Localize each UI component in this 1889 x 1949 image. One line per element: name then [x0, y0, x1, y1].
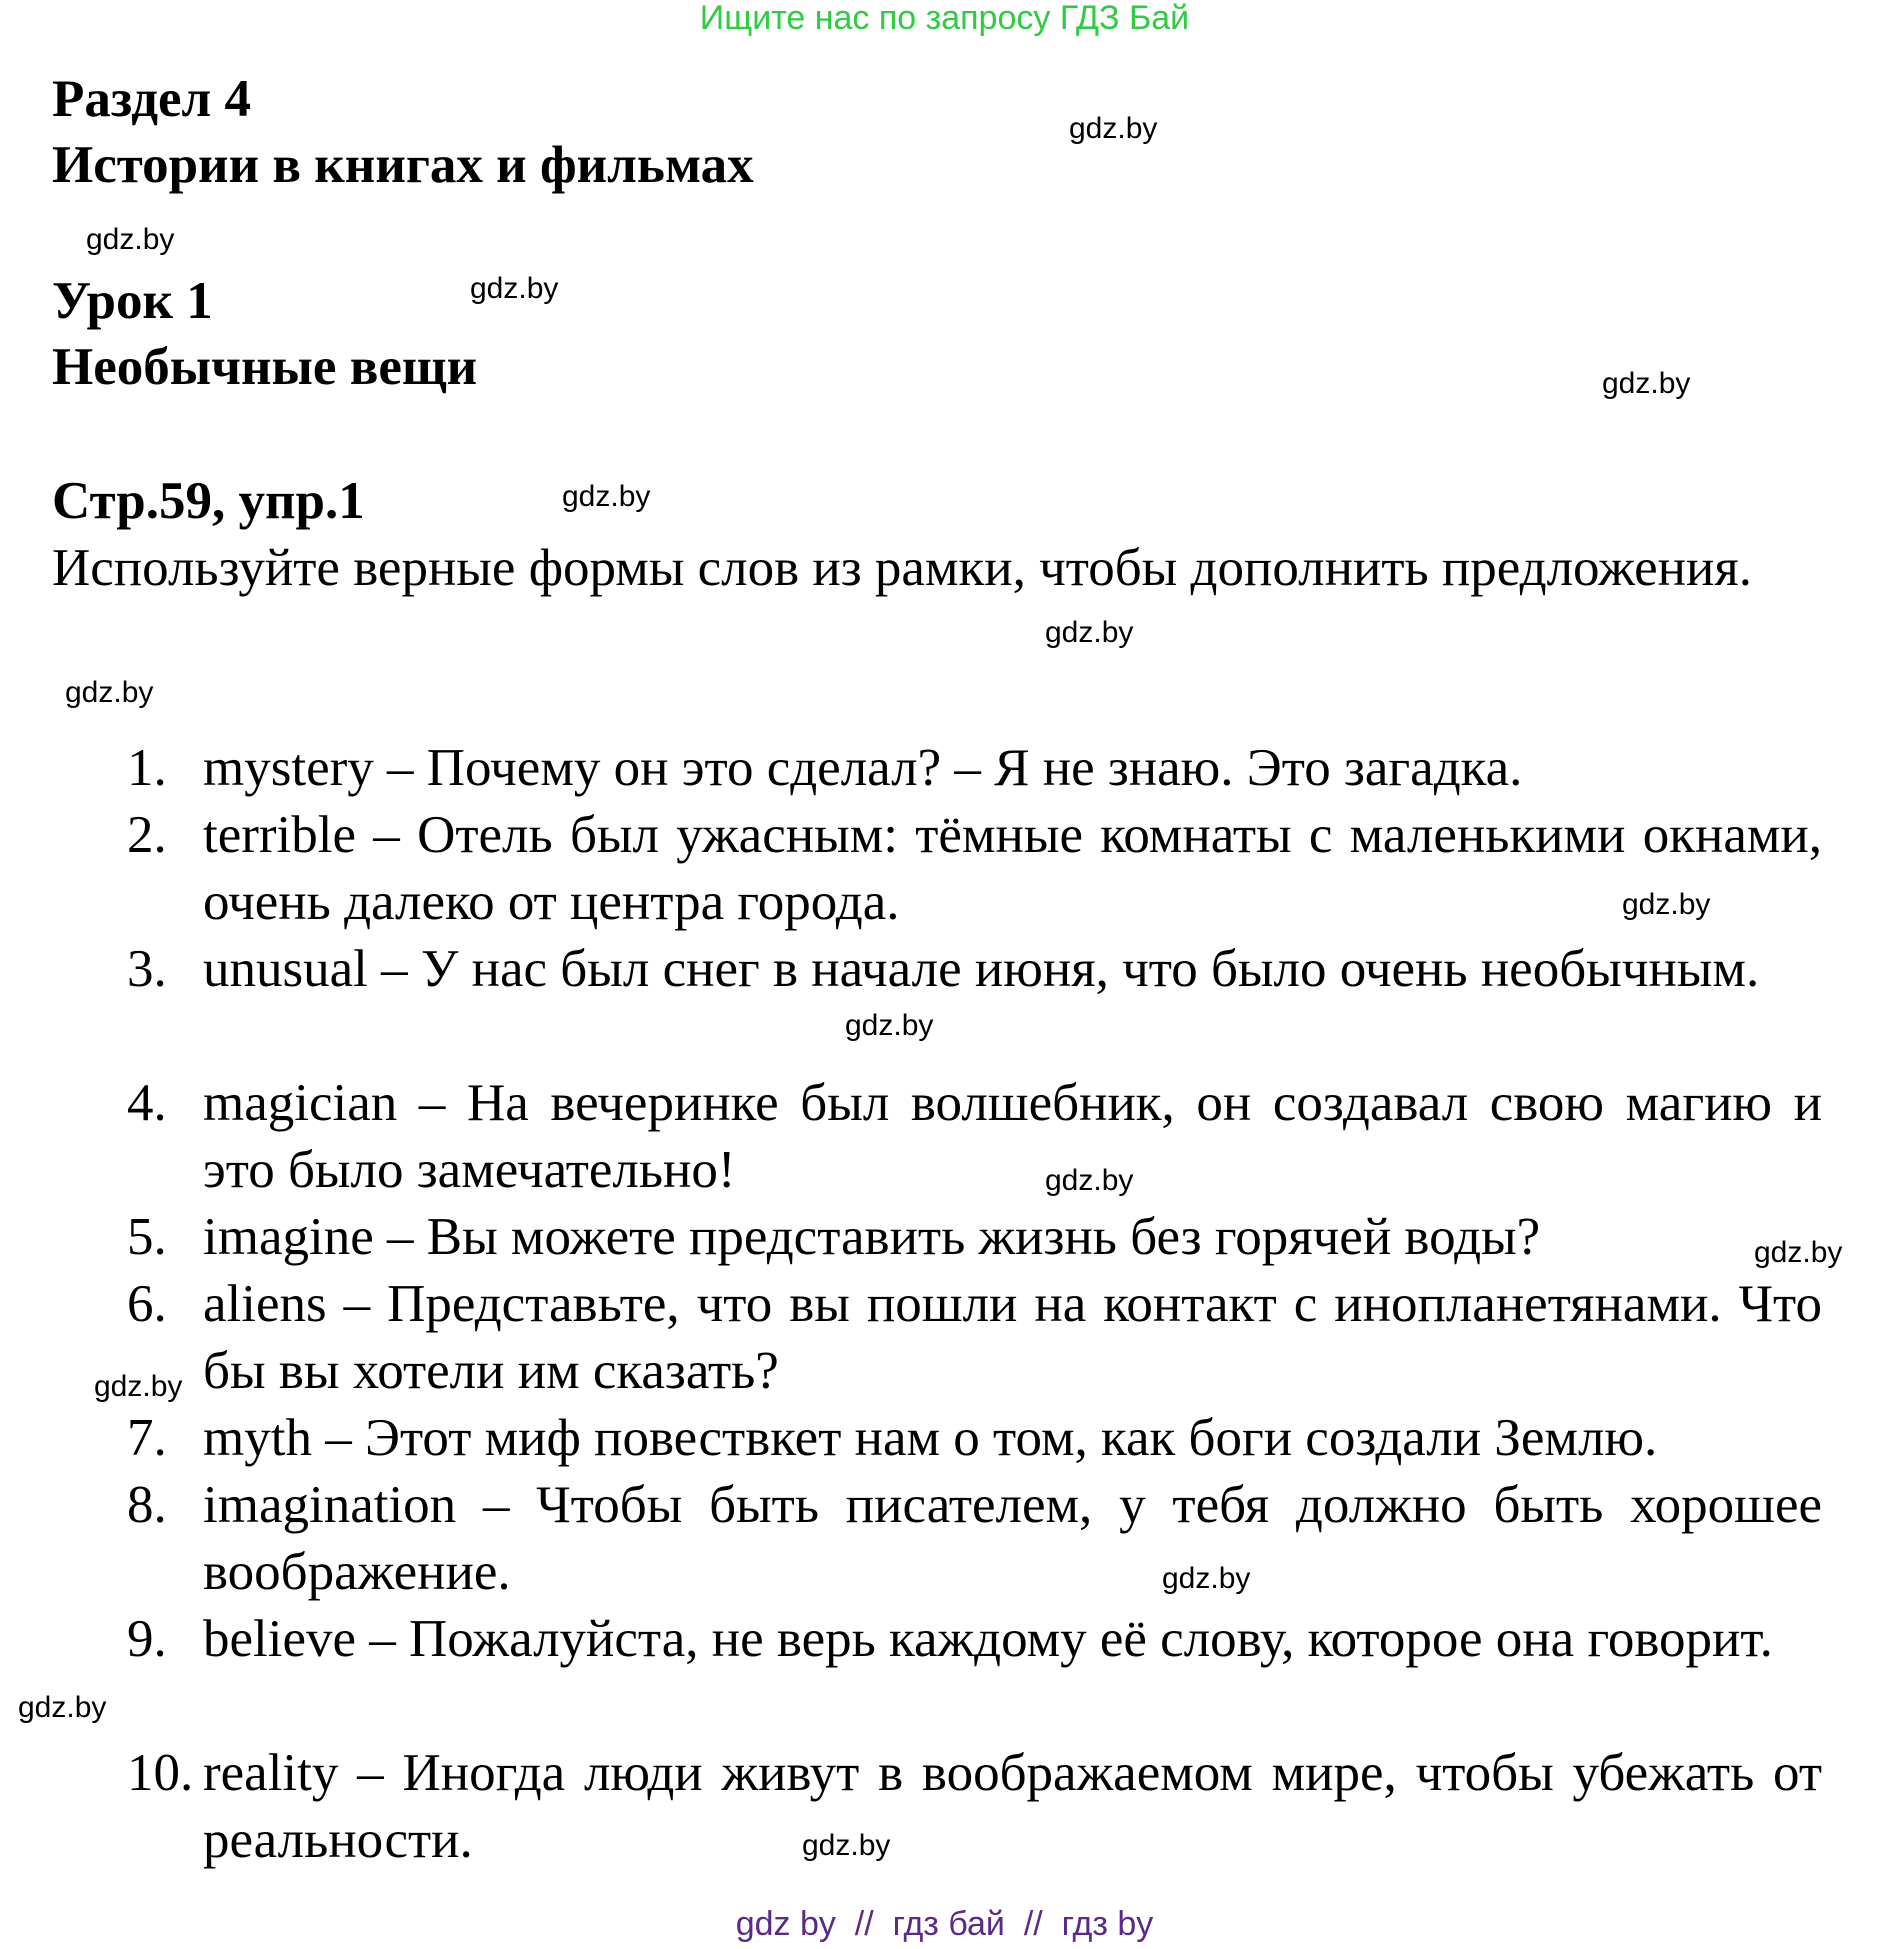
- watermark: gdz.by: [1069, 112, 1158, 145]
- watermark: gdz.by: [802, 1829, 891, 1862]
- item-number: 10.: [127, 1744, 194, 1802]
- top-banner: Ищите нас по запросу ГДЗ Бай: [699, 0, 1190, 37]
- watermark: gdz.by: [1045, 616, 1134, 649]
- item-number: 3.: [127, 940, 167, 998]
- item-number: 6.: [127, 1275, 167, 1333]
- watermark: gdz.by: [65, 676, 154, 709]
- item-number: 1.: [127, 739, 167, 797]
- watermark: gdz.by: [845, 1009, 934, 1042]
- item-number: 4.: [127, 1074, 167, 1132]
- watermark: gdz.by: [86, 223, 175, 256]
- watermark: gdz.by: [94, 1370, 183, 1403]
- footer-links: gdz by // гдз бай // гдз by: [735, 1905, 1154, 1943]
- section-number: Раздел 4: [52, 70, 252, 128]
- item-text: imagination – Чтобы быть писателем, у тебя должно быть хорошее воображение.: [203, 1476, 1822, 1601]
- watermark: gdz.by: [1602, 367, 1691, 400]
- item-number: 7.: [127, 1409, 167, 1467]
- item-text: imagine – Вы можете представить жизнь без горячей воды?: [203, 1208, 1541, 1266]
- exercise-ref: Стр.59, упр.1: [52, 472, 365, 530]
- item-text: unusual – У нас был снег в начале июня, что было очень необычным.: [203, 940, 1760, 998]
- exercise-instruction: Используйте верные формы слов из рамки, чтобы дополнить предложения.: [52, 539, 1753, 597]
- item-number: 8.: [127, 1476, 167, 1534]
- section-title: Истории в книгах и фильмах: [52, 136, 754, 194]
- item-text: reality – Иногда люди живут в воображаемом мире, чтобы убежать от реальности.: [203, 1744, 1822, 1869]
- watermark: gdz.by: [18, 1691, 107, 1724]
- item-text: believe – Пожалуйста, не верь каждому её слову, которое она говорит.: [203, 1610, 1773, 1668]
- item-number: 5.: [127, 1208, 167, 1266]
- item-text: myth – Этот миф повествкет нам о том, как боги создали Землю.: [203, 1409, 1658, 1467]
- lesson-number: Урок 1: [52, 272, 213, 330]
- watermark: gdz.by: [1754, 1236, 1843, 1269]
- watermark: gdz.by: [1622, 888, 1711, 921]
- item-text: terrible – Отель был ужасным: тёмные комнаты с маленькими окнами, очень далеко от центра города.: [203, 806, 1822, 931]
- item-number: 2.: [127, 806, 167, 864]
- item-text: magician – На вечеринке был волшебник, он создавал свою магию и это было замечательно!: [203, 1074, 1822, 1199]
- item-text: mystery – Почему он это сделал? – Я не знаю. Это загадка.: [203, 739, 1523, 797]
- watermark: gdz.by: [470, 272, 559, 305]
- watermark: gdz.by: [1045, 1164, 1134, 1197]
- watermark: gdz.by: [1162, 1562, 1251, 1595]
- watermark: gdz.by: [562, 480, 651, 513]
- item-text: aliens – Представьте, что вы пошли на контакт с инопланетянами. Что бы вы хотели им сказать?: [203, 1275, 1822, 1400]
- lesson-title: Необычные вещи: [52, 338, 478, 396]
- item-number: 9.: [127, 1610, 167, 1668]
